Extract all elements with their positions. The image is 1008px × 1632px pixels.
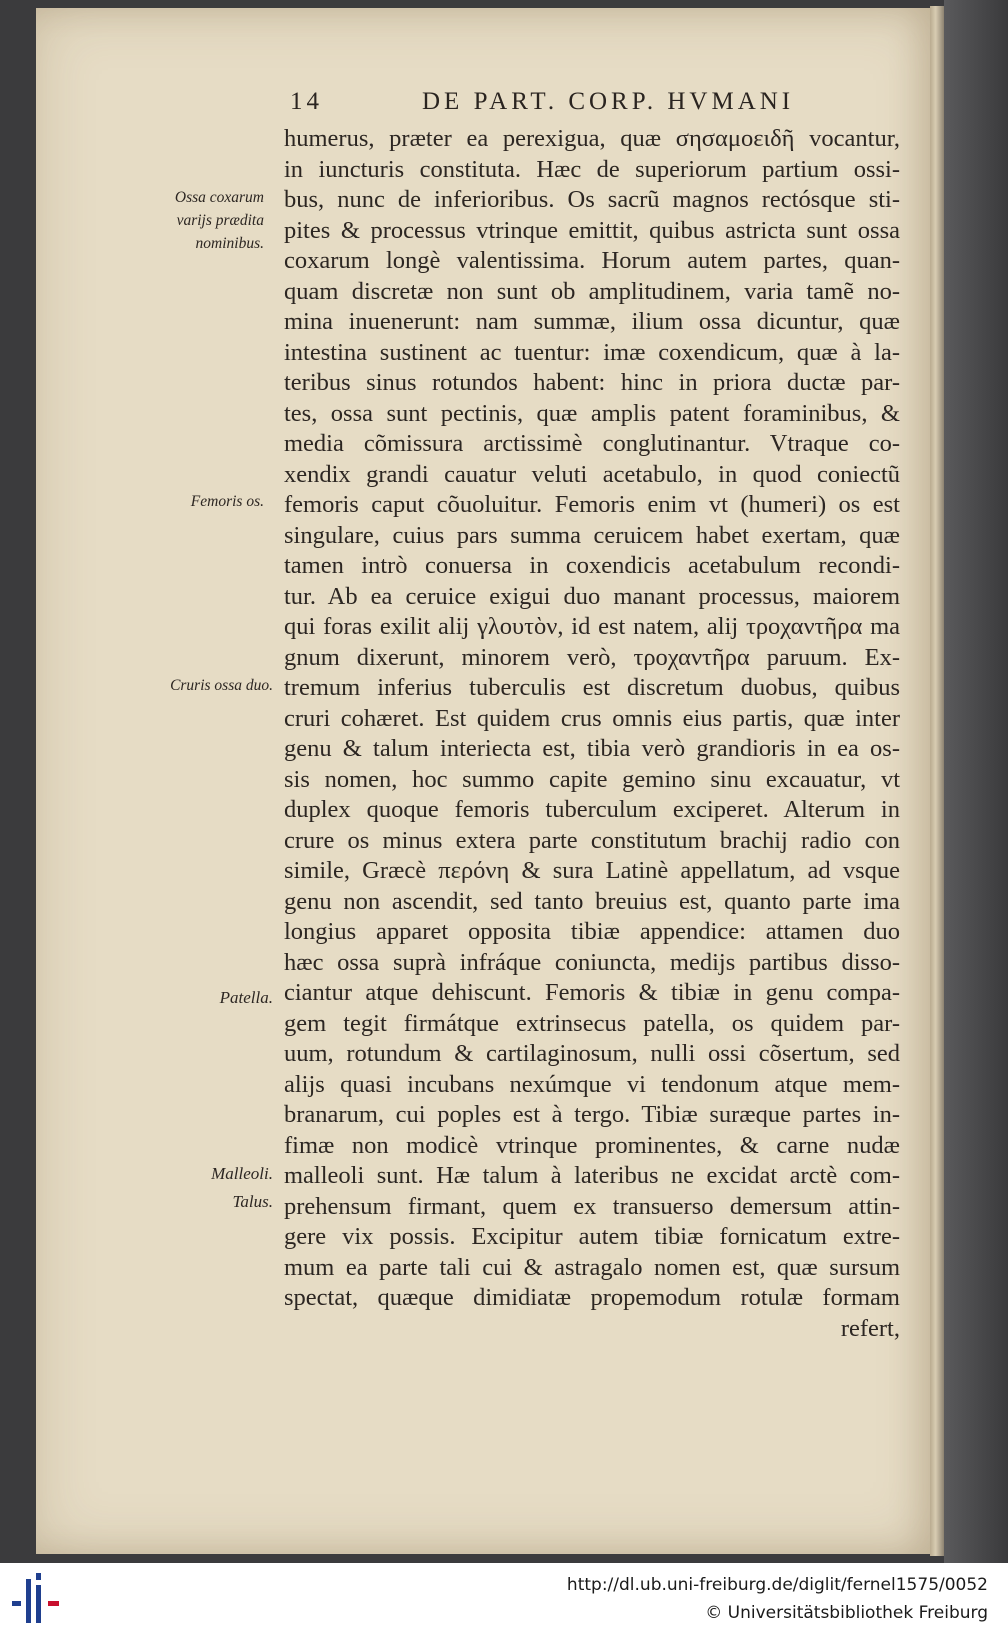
text-line: tremum inferius tuberculis est discretum duobus, quibus bbox=[284, 674, 900, 701]
text-line: qui foras exilit alij γλουτὸν, id est natem, alij τροχαντῆρα ma bbox=[284, 613, 900, 640]
margin-note-line: nominibus. bbox=[195, 235, 264, 252]
text-line: media cõmissura arctissimè conglutinantur. Vtraque co- bbox=[284, 430, 900, 457]
text-line: branarum, cui poples est à tergo. Tibiæ suræque partes in- bbox=[284, 1101, 900, 1128]
text-line: gem tegit firmátque extrinsecus patella, os quidem par- bbox=[284, 1009, 900, 1037]
page-edge bbox=[930, 6, 944, 1556]
text-line: in iuncturis constituta. Hæc de superiorum partium ossi- bbox=[284, 155, 900, 183]
text-line: bus, nunc de inferioribus. Os sacrũ magnos rectósque sti- bbox=[284, 186, 900, 213]
permalink-url[interactable]: http://dl.ub.uni-freiburg.de/diglit/fernel1575/0052 bbox=[566, 1575, 988, 1595]
viewer-footer bbox=[0, 1563, 1008, 1632]
text-line: simile, Græcè περόνη & sura Latinè appellatum, ad vsque bbox=[284, 857, 900, 884]
text-line: coxarum longè valentissima. Horum autem partes, quan- bbox=[284, 247, 900, 274]
text-line: fimæ non modicè vtrinque prominentes, & carne nudæ bbox=[284, 1131, 900, 1159]
margin-note-ossa-coxarum bbox=[175, 186, 264, 255]
text-line: tamen intrò conuersa in coxendicis acetabulum recondi- bbox=[284, 552, 900, 579]
margin-note-line: Femoris os. bbox=[190, 493, 264, 510]
text-line: prehensum firmant, quem ex transuerso demersum attin- bbox=[284, 1192, 900, 1220]
text-line: genu & talum interiecta est, tibia verò grandioris in ea os- bbox=[284, 735, 900, 762]
margin-note-line: Ossa coxarum bbox=[174, 189, 264, 206]
margin-note-femoris-os bbox=[191, 490, 264, 513]
text-line: gnum dixerunt, minorem verò, τροχαντῆρα paruum. Ex- bbox=[284, 643, 900, 671]
text-line: duplex quoque femoris tuberculum exciperet. Alterum in bbox=[284, 796, 900, 823]
body-text bbox=[284, 124, 900, 1344]
margin-note-line: varijs prædita bbox=[176, 212, 264, 229]
text-line: hæc ossa suprà infráque coniuncta, medijs partibus disso- bbox=[284, 948, 900, 976]
margin-note-line: Patella. bbox=[219, 988, 273, 1007]
margin-note-malleoli bbox=[211, 1162, 273, 1185]
scan-background-right bbox=[944, 0, 1008, 1563]
text-line: longius apparet opposita tibiæ appendice: attamen duo bbox=[284, 918, 900, 945]
text-line: tur. Ab ea ceruice exigui duo manant processus, maiorem bbox=[284, 582, 900, 610]
text-line: singulare, cuius pars summa ceruicem habet exertam, quæ bbox=[284, 521, 900, 549]
text-line: ciantur atque dehiscunt. Femoris & tibiæ in genu compa- bbox=[284, 979, 900, 1006]
text-line: malleoli sunt. Hæ talum à lateribus ne excidat arctè com- bbox=[284, 1162, 900, 1189]
text-line: genu non ascendit, sed tanto breuius est, quanto parte ima bbox=[284, 887, 900, 915]
margin-note-patella bbox=[220, 986, 273, 1009]
text-line: pites & processus vtrinque emittit, quibus astricta sunt ossa bbox=[284, 216, 900, 244]
running-header bbox=[290, 88, 890, 122]
text-line: alijs quasi incubans nexúmque vi tendonum atque mem- bbox=[284, 1070, 900, 1098]
text-line: crure os minus extera parte constitutum brachij radio con bbox=[284, 826, 900, 854]
text-line: teribus sinus rotundos habent: hinc in priora ductæ par- bbox=[284, 369, 900, 396]
text-line: mina inuenerunt: nam summæ, ilium ossa dicuntur, quæ bbox=[284, 308, 900, 335]
page-number: 14 bbox=[290, 88, 323, 115]
running-title: DE PART. CORP. HVMANI bbox=[422, 88, 795, 115]
copyright-notice: © Universitätsbibliothek Freiburg bbox=[705, 1603, 988, 1623]
text-line: xendix grandi cauatur veluti acetabulo, in quod coniectũ bbox=[284, 460, 900, 488]
margin-note-line: Malleoli. bbox=[211, 1164, 273, 1183]
text-line: refert, bbox=[840, 1314, 900, 1342]
text-line: intestina sustinent ac tuentur: imæ coxendicum, quæ à la- bbox=[284, 338, 900, 366]
text-line: spectat, quæque dimidiatæ propemodum rotulæ formam bbox=[284, 1284, 900, 1311]
text-line: quam discretæ non sunt ob amplitudinem, varia tamẽ no- bbox=[284, 277, 900, 305]
margin-note-cruris-ossa bbox=[170, 674, 273, 697]
text-line: mum ea parte tali cui & astragalo nomen est, quæ sursum bbox=[284, 1253, 900, 1281]
text-line: tes, ossa sunt pectinis, quæ amplis patent foraminibus, & bbox=[284, 399, 900, 427]
margin-note-line: Cruris ossa duo. bbox=[170, 677, 273, 694]
margin-note-talus bbox=[233, 1190, 273, 1213]
text-line: gere vix possis. Excipitur autem tibiæ fornicatum extre- bbox=[284, 1223, 900, 1250]
text-line: humerus, præter ea perexigua, quæ σησαμοειδῆ vocantur, bbox=[284, 125, 900, 152]
university-library-logo bbox=[10, 1571, 62, 1625]
margin-note-line: Talus. bbox=[232, 1192, 273, 1211]
text-line: sis nomen, hoc summo capite gemino sinu excauatur, vt bbox=[284, 765, 900, 793]
text-line: cruri cohæret. Est quidem crus omnis eius partis, quæ inter bbox=[284, 704, 900, 732]
text-line: uum, rotundum & cartilaginosum, nulli ossi cõsertum, sed bbox=[284, 1040, 900, 1067]
text-line: femoris caput cõuoluitur. Femoris enim vt (humeri) os est bbox=[284, 491, 900, 518]
